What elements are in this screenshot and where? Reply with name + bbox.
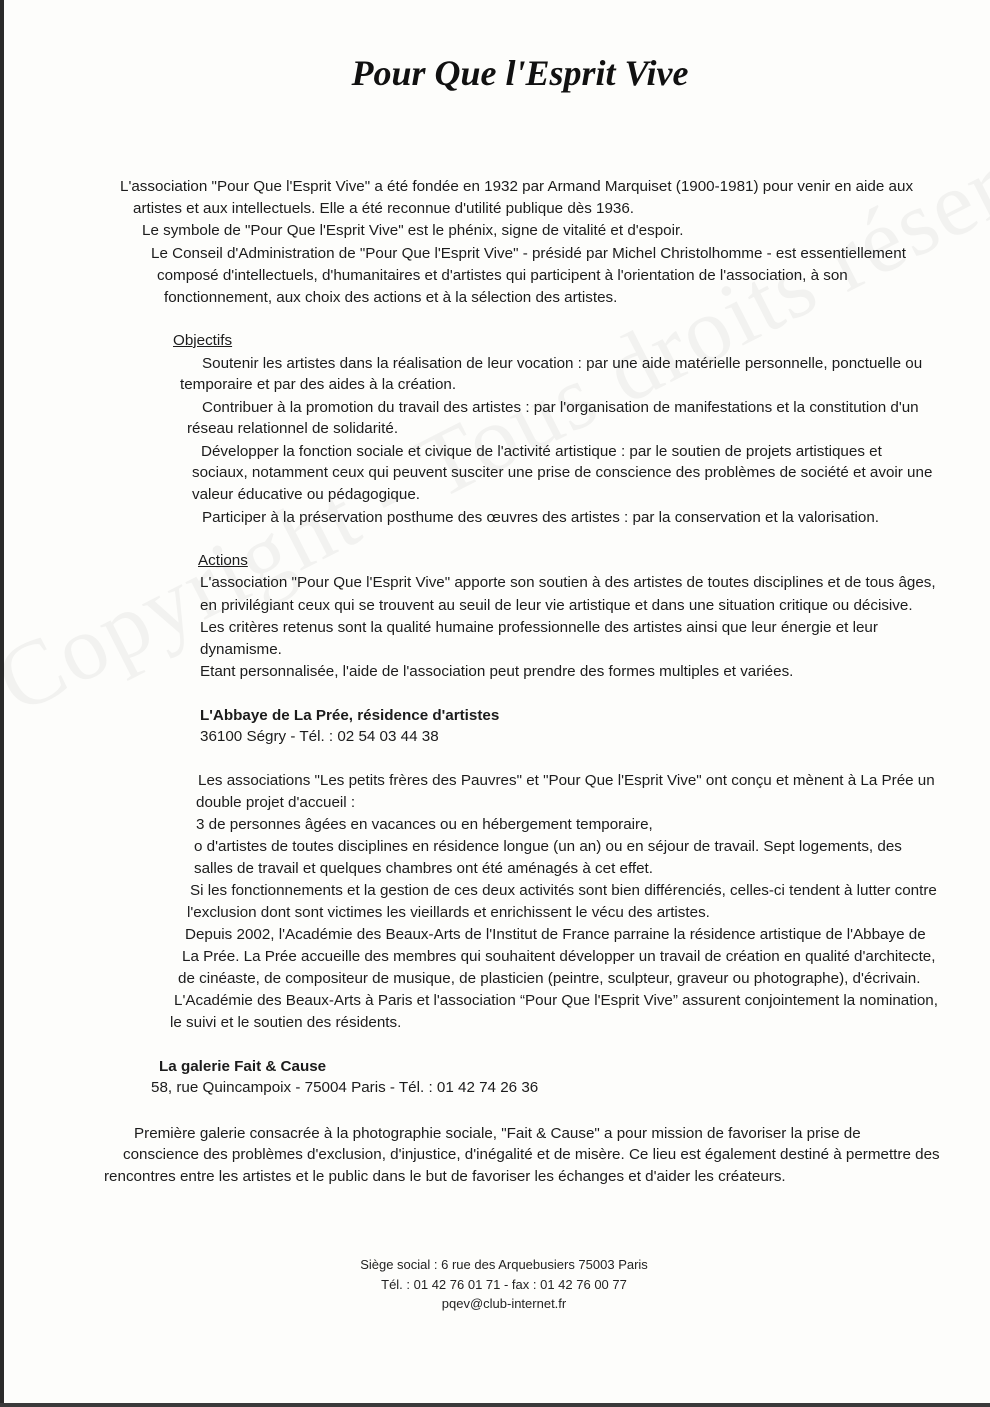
abbaye-line: double projet d'accueil : bbox=[196, 794, 356, 811]
actions-heading: Actions bbox=[198, 552, 248, 569]
intro-line: fonctionnement, aux choix des actions et à la sélection des artistes. bbox=[164, 289, 618, 306]
abbaye-heading: L'Abbaye de La Prée, résidence d'artistes bbox=[200, 707, 500, 724]
abbaye-line: La Prée. La Prée accueille des membres qui souhaitent développer un travail de création en qualité d'architecte, bbox=[182, 948, 936, 965]
intro-line: Le Conseil d'Administration de "Pour Que l'Esprit Vive" - présidé par Michel Christolhomme - est essentiellement bbox=[151, 245, 906, 262]
abbaye-line: L'Académie des Beaux-Arts à Paris et l'association “Pour Que l'Esprit Vive” assurent conjointement la nomination, bbox=[174, 992, 938, 1009]
objectifs-line: temporaire et par des aides à la création. bbox=[180, 376, 457, 393]
objectifs-heading: Objectifs bbox=[173, 332, 233, 349]
objectifs-line: Développer la fonction sociale et civique de l'activité artistique : par le soutien de projets artistiques et bbox=[201, 443, 882, 460]
footer-siege: Siège social : 6 rue des Arquebusiers 75003 Paris bbox=[360, 1257, 648, 1272]
galerie-address: 58, rue Quincampoix - 75004 Paris - Tél. : 01 42 74 26 36 bbox=[151, 1079, 539, 1096]
abbaye-line: Si les fonctionnements et la gestion de ces deux activités sont bien différenciés, celles-ci tendent à lutter contre bbox=[190, 882, 937, 899]
page-title: Pour Que l'Esprit Vive bbox=[351, 53, 689, 93]
intro-line: L'association "Pour Que l'Esprit Vive" a été fondée en 1932 par Armand Marquiset (1900-1981) pour venir en aide aux bbox=[120, 178, 914, 195]
abbaye-line: Depuis 2002, l'Académie des Beaux-Arts de l'Institut de France parraine la résidence artistique de l'Abbaye de bbox=[185, 926, 926, 943]
abbaye-line: salles de travail et quelques chambres ont été aménagés à cet effet. bbox=[194, 860, 653, 877]
footer-email: pqev@club-internet.fr bbox=[441, 1296, 567, 1311]
objectifs-line: Contribuer à la promotion du travail des artistes : par l'organisation de manifestations et la constitution d'un bbox=[202, 399, 919, 416]
objectifs-line: réseau relationnel de solidarité. bbox=[187, 420, 399, 437]
scan-edge-bottom bbox=[0, 1403, 990, 1407]
abbaye-line: Les associations "Les petits frères des Pauvres" et "Pour Que l'Esprit Vive" ont conçu et mènent à La Prée un bbox=[198, 772, 935, 789]
objectifs-line: Participer à la préservation posthume des œuvres des artistes : par la conservation et la valorisation. bbox=[202, 509, 880, 526]
galerie-heading: La galerie Fait & Cause bbox=[159, 1058, 327, 1075]
actions-line: Etant personnalisée, l'aide de l'association peut prendre des formes multiples et variées. bbox=[200, 663, 794, 680]
galerie-line: Première galerie consacrée à la photographie sociale, "Fait & Cause" a pour mission de favoriser la prise de bbox=[134, 1125, 861, 1142]
abbaye-line: l'exclusion dont sont victimes les vieillards et enrichissent le vécu des artistes. bbox=[187, 904, 710, 921]
abbaye-line: de cinéaste, de compositeur de musique, de plasticien (peintre, sculpteur, graveur ou photographe), d'écrivain. bbox=[178, 970, 921, 987]
intro-line: Le symbole de "Pour Que l'Esprit Vive" est le phénix, signe de vitalité et d'espoir. bbox=[142, 222, 684, 239]
objectifs-line: valeur éducative ou pédagogique. bbox=[192, 486, 420, 503]
scan-edge-left bbox=[0, 0, 4, 1407]
actions-line: dynamisme. bbox=[200, 641, 282, 658]
abbaye-line: o d'artistes de toutes disciplines en résidence longue (un an) ou en séjour de travail. Sept logements, des bbox=[194, 838, 902, 855]
abbaye-line: le suivi et le soutien des résidents. bbox=[170, 1014, 402, 1031]
intro-line: artistes et aux intellectuels. Elle a été reconnue d'utilité publique dès 1936. bbox=[133, 200, 635, 217]
footer-tel: Tél. : 01 42 76 01 71 - fax : 01 42 76 00 77 bbox=[381, 1277, 627, 1292]
actions-line: L'association "Pour Que l'Esprit Vive" apporte son soutien à des artistes de toutes disciplines et de tous âges, bbox=[200, 574, 936, 591]
abbaye-address: 36100 Ségry - Tél. : 02 54 03 44 38 bbox=[200, 728, 439, 745]
objectifs-line: sociaux, notamment ceux qui peuvent susciter une prise de conscience des problèmes de société et avoir une bbox=[192, 464, 933, 481]
intro-line: composé d'intellectuels, d'humanitaires et d'artistes qui participent à l'orientation de l'association, à son bbox=[157, 267, 848, 284]
actions-line: Les critères retenus sont la qualité humaine professionnelle des artistes ainsi que leur énergie et leur bbox=[200, 619, 878, 636]
galerie-line: conscience des problèmes d'exclusion, d'injustice, d'inégalité et de misère. Ce lieu est également destiné à permettre des bbox=[123, 1146, 940, 1163]
actions-line: en privilégiant ceux qui se trouvent au seuil de leur vie artistique et dans une situation critique ou décisive. bbox=[200, 597, 913, 614]
galerie-line: rencontres entre les artistes et le public dans le but de favoriser les échanges et d'aider les créateurs. bbox=[104, 1168, 786, 1185]
abbaye-line: 3 de personnes âgées en vacances ou en hébergement temporaire, bbox=[196, 816, 653, 833]
objectifs-line: Soutenir les artistes dans la réalisation de leur vocation : par une aide matérielle personnelle, ponctuelle ou bbox=[202, 355, 923, 372]
